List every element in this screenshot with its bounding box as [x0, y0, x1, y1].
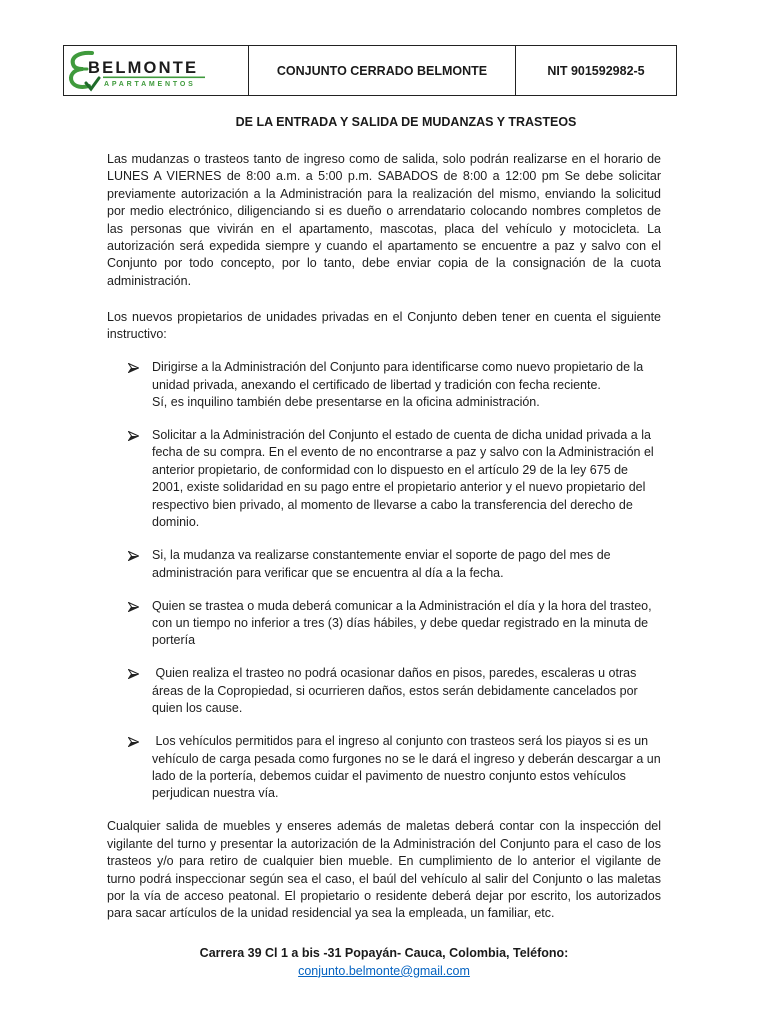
complex-name: CONJUNTO CERRADO BELMONTE — [249, 46, 516, 95]
arrowhead-bullet-icon — [128, 737, 139, 747]
logo-name: BELMONTE — [88, 58, 199, 77]
intro-paragraph: Las mudanzas o trasteos tanto de ingreso como de salida, solo podrán realizarse en el horario de LUNES A VIERNES de 8:00 a.m. a 5:00 p.m. SABADOS de 8:00 a 12:00 pm Se debe solicitar previamente autorización a la Administración para la realización del mismo, enviando la solicitud por medio electrónico, diligenciando si es dueño o arrendatario colocando nombres completos de las personas que vivirán en el apartamento, mascotas, placa del vehículo y motocicleta. La autorización será expedida siempre y cuando el apartamento se encuentre a paz y salvo con el Conjunto por todo concepto, por lo tanto, debe enviar copia de la consignación de la cuota administración. — [107, 152, 661, 288]
owners-intro-paragraph: Los nuevos propietarios de unidades privadas en el Conjunto deben tener en cuenta el siguiente instructivo: — [107, 309, 661, 342]
document-body — [107, 151, 665, 980]
closing-paragraph: Cualquier salida de muebles y enseres además de maletas deberá contar con la inspección del vigilante del turno y presentar la autorización de la Administración del Conjunto para el caso de los trasteos y/o para retiro de cualquier bien mueble. En cumplimiento de lo anterior el vigilante de turno podrá inspeccionar según sea el caso, el baúl del vehículo al salir del Conjunto o las maletas por la vía de acceso peatonal. El propietario o residente deberá dejar por escrito, los autorizados para sacar artículos de la unidad residencial ya sea la empleada, un familiar, etc. — [107, 819, 661, 921]
list-item-text: Quien se trastea o muda deberá comunicar a la Administración el día y la hora del trasteo, con un tiempo no inferior a tres (3) días hábiles, y debe quedar registrado en la minuta de portería — [152, 598, 656, 648]
list-item — [107, 359, 661, 411]
logo-tagline: APARTAMENTOS — [104, 80, 196, 88]
footer-address: Carrera 39 Cl 1 a bis -31 Popayán- Cauca, Colombia, Teléfono: — [199, 946, 569, 961]
document-heading: DE LA ENTRADA Y SALIDA DE MUDANZAS Y TRASTEOS — [235, 115, 577, 129]
list-item-text: Los vehículos permitidos para el ingreso al conjunto con trasteos será los piayos si es un vehículo de carga pesada como furgones no se le dará el ingreso y deberán descargar a un lado de la portería, debemos cuidar el pavimento de nuestro conjunto estos vehículos perjudican nuestra vía. — [152, 734, 665, 801]
logo-rule — [103, 76, 205, 78]
arrowhead-bullet-icon — [128, 363, 139, 373]
list-item-text: Solicitar a la Administración del Conjunto el estado de cuenta de dicha unidad privada a la fecha de su compra. En el evento de no encontrarse a paz y salvo con la Administración el anterior propietario, de conformidad con lo dispuesto en el artículo 29 de la ley 675 de 2001, existe solidaridad en su pago entre el propietario anterior y el nuevo propietario del respectivo bien privado, al momento de llevarse a cabo la transferencia del derecho de dominio. — [152, 428, 658, 530]
list-item-text: Si, la mudanza va realizarse constantemente enviar el soporte de pago del mes de administración para verificar que se encuentra al día a la fecha. — [152, 548, 615, 580]
list-item — [107, 427, 661, 531]
arrowhead-bullet-icon — [128, 602, 139, 612]
email-link[interactable]: conjunto.belmonte@gmail.com — [298, 963, 470, 978]
footer — [107, 945, 661, 980]
instructions-list — [107, 359, 665, 803]
logo — [67, 49, 213, 93]
list-item-text: Quien realiza el trasteo no podrá ocasionar daños en pisos, paredes, escaleras u otras áreas de la Copropiedad, si ocurrieren daños, estos serán debidamente cancelados por quien los cause. — [152, 666, 642, 716]
list-item-note: Sí, es inquilino también debe presentarse en la oficina administración. — [152, 395, 540, 410]
list-item — [107, 665, 661, 717]
logo-cell — [64, 46, 249, 95]
list-item-text: Dirigirse a la Administración del Conjunto para identificarse como nuevo propietario de la unidad privada, anexando el certificado de libertad y tradición con fecha reciente. — [152, 360, 647, 392]
arrowhead-bullet-icon — [128, 431, 139, 441]
list-item — [107, 547, 661, 582]
list-item — [107, 598, 661, 650]
letterhead-table — [63, 45, 677, 96]
arrowhead-bullet-icon — [128, 551, 139, 561]
arrowhead-bullet-icon — [128, 669, 139, 679]
list-item — [107, 733, 665, 803]
nit-number: NIT 901592982-5 — [547, 63, 645, 78]
